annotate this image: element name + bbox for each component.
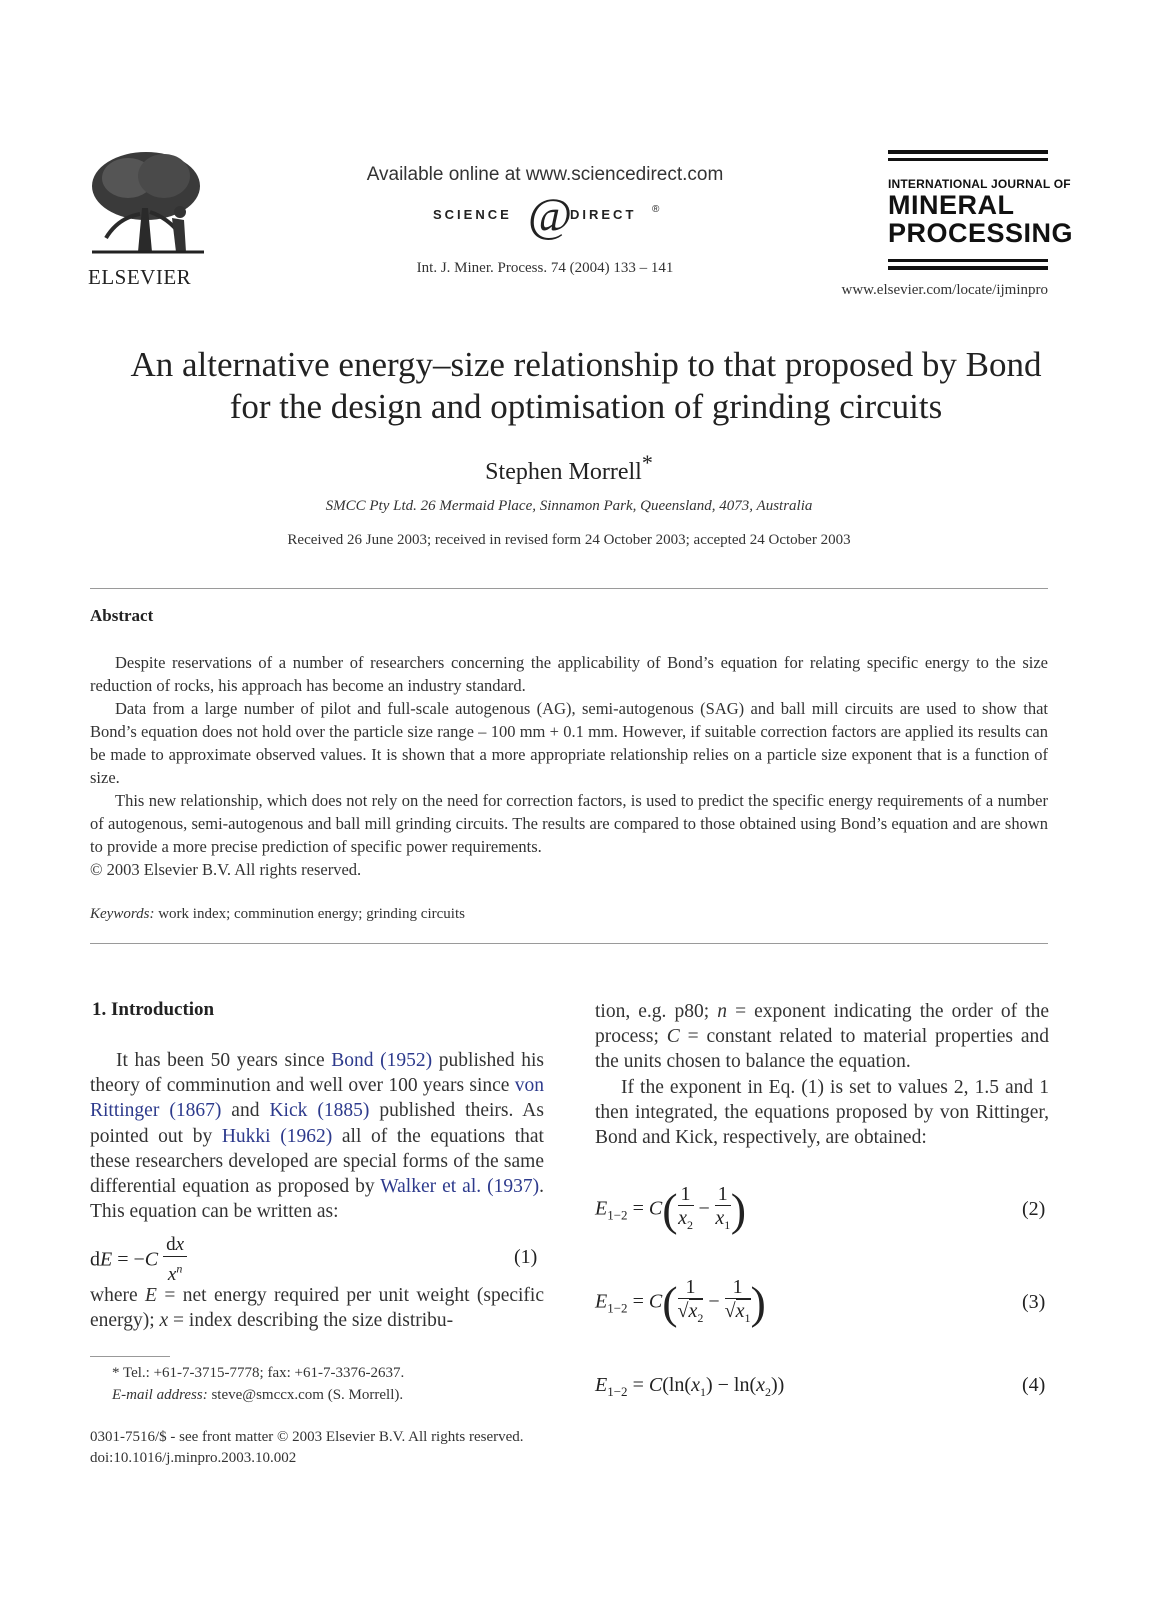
ref-kick-1885[interactable]: Kick (1885) — [269, 1100, 370, 1122]
divider-top — [90, 588, 1048, 589]
equation-4-number: (4) — [1022, 1374, 1046, 1396]
equation-2: $E_{1-2} = C$( $\frac{1}{x_2}$ − $\frac{1}{x_1}$ ) — [595, 1183, 747, 1235]
author-footnote-mark[interactable]: * — [641, 450, 653, 475]
equation-1-number: (1) — [514, 1246, 538, 1268]
keywords-list: work index; comminution energy; grinding circuits — [158, 906, 465, 922]
abstract-copyright: © 2003 Elsevier B.V. All rights reserved. — [90, 860, 362, 879]
equation-3-number: (3) — [1022, 1291, 1046, 1313]
journal-url[interactable]: www.elsevier.com/locate/ijminpro — [841, 282, 1048, 298]
sd-at-icon: @ — [528, 189, 573, 242]
journal-logo-line2: MINERAL — [888, 190, 1015, 220]
author-name: Stephen Morrell — [485, 459, 642, 485]
intro-paragraph-2-continued: tion, e.g. p80; n = exponent indicating the order of the process; C = constant related to material properties and the units chosen to balance the equation. — [595, 1001, 1049, 1073]
received-dates: Received 26 June 2003; received in revised form 24 October 2003; accepted 24 October 2003 — [287, 532, 851, 548]
footnote-tel: * Tel.: +61-7-3715-7778; fax: +61-7-3376-2637. — [112, 1365, 405, 1381]
journal-citation: Int. J. Miner. Process. 74 (2004) 133 – 141 — [416, 260, 674, 276]
article-title-line2: for the design and optimisation of grinding circuits — [229, 387, 943, 426]
footer-doi[interactable]: doi:10.1016/j.minpro.2003.10.002 — [90, 1450, 297, 1466]
journal-logo — [888, 150, 1074, 276]
equation-3: $E_{1-2} = C$( $\frac{1}{√x_2}$ − $\frac{1}{√x_1}$ ) — [595, 1276, 766, 1328]
available-online-text: Available online at www.sciencedirect.com — [366, 164, 724, 185]
intro-paragraph-2-start: where E = net energy required per unit weight (specific energy); x = index describing the size distribu- — [90, 1285, 544, 1332]
abstract-body — [90, 651, 1048, 881]
keywords-line — [90, 906, 465, 923]
ref-hukki-1962[interactable]: Hukki (1962) — [221, 1125, 333, 1147]
affiliation: SMCC Pty Ltd. 26 Mermaid Place, Sinnamon Park, Queensland, 4073, Australia — [325, 498, 813, 514]
section-heading-introduction: 1. Introduction — [92, 999, 215, 1020]
intro-paragraph-2-cont-left: = index describing the size distribu- — [168, 1310, 454, 1332]
footnote-rule — [90, 1356, 170, 1357]
article-title-line1: An alternative energy–size relationship to that proposed by Bond — [130, 345, 1042, 384]
equation-2-number: (2) — [1022, 1198, 1046, 1220]
intro-paragraph-3: If the exponent in Eq. (1) is set to values 2, 1.5 and 1 then integrated, the equations proposed by von Rittinger, Bond and Kick, respectively, are obtained: — [595, 1077, 1049, 1149]
author-line — [340, 450, 798, 486]
equation-1: dE = −C $\frac{dx}{x^n}$ — [90, 1234, 187, 1287]
publisher-name: ELSEVIER — [88, 265, 192, 289]
footnote — [112, 1362, 404, 1406]
sd-left-text: SCIENCE — [433, 207, 512, 222]
article-title — [40, 344, 1132, 428]
abstract-paragraph-3: This new relationship, which does not rely on the need for correction factors, is used to predict the specific energy requirements of a number of autogenous, semi-autogenous and ball mill grinding circuits. The results are compared to those obtained using Bond’s equation and are shown to provide a more precise prediction of specific power requirements. — [90, 791, 1048, 856]
abstract-heading: Abstract — [90, 606, 154, 625]
intro-paragraph-1: It has been 50 years since Bond (1952) published his theory of comminution and well over 100 years since von Rittinger (1867) and Kick (1885) published theirs. As pointed out by Hukki (1962) all of the equations that these researchers developed are special forms of the same differential equation as proposed by Walker et al. (1937). This equation can be written as: — [90, 1050, 544, 1223]
keywords-label: Keywords: — [90, 906, 155, 922]
abstract-paragraph-1: Despite reservations of a number of researchers concerning the applicability of Bond’s equation for relating specific energy to the size reduction of rocks, his approach has become an industry standard. — [90, 653, 1048, 695]
sd-right-text: DIRECT — [570, 207, 637, 222]
footer-issn: 0301-7516/$ - see front matter © 2003 Elsevier B.V. All rights reserved. — [90, 1429, 524, 1445]
ref-bond-1952[interactable]: Bond (1952) — [331, 1050, 433, 1071]
intro-paragraph-2-distribution: tion, e.g. p80; — [595, 1001, 718, 1022]
elsevier-logo — [88, 148, 208, 289]
ref-von-rittinger-1867[interactable]: von Rittinger (1867) — [90, 1075, 544, 1122]
ref-walker-1937[interactable]: Walker et al. (1937) — [380, 1176, 540, 1198]
sciencedirect-logo — [400, 189, 690, 244]
abstract-paragraph-2: Data from a large number of pilot and full-scale autogenous (AG), semi-autogenous (SAG) and ball mill circuits are used to show that Bond’s equation does not hold over the particle size range – 100 mm + 0.1 mm. However, if suitable correction factors are applied its results can be made to approximate observed values. It is shown that a more appropriate relationship relies on a particle size exponent that is a function of size. — [90, 699, 1048, 787]
footnote-email-label: E-mail address: — [112, 1387, 208, 1403]
equation-4: $E_{1-2} = C(\ln(x_1) - \ln(x_2))$ — [595, 1374, 785, 1399]
footnote-email[interactable]: steve@smccx.com (S. Morrell). — [207, 1387, 404, 1403]
sd-registered-mark: ® — [652, 204, 660, 215]
divider-bottom — [90, 943, 1048, 944]
journal-logo-line1: INTERNATIONAL JOURNAL OF — [888, 177, 1071, 191]
journal-logo-line3: PROCESSING — [888, 218, 1074, 248]
elsevier-tree-icon — [88, 148, 208, 258]
